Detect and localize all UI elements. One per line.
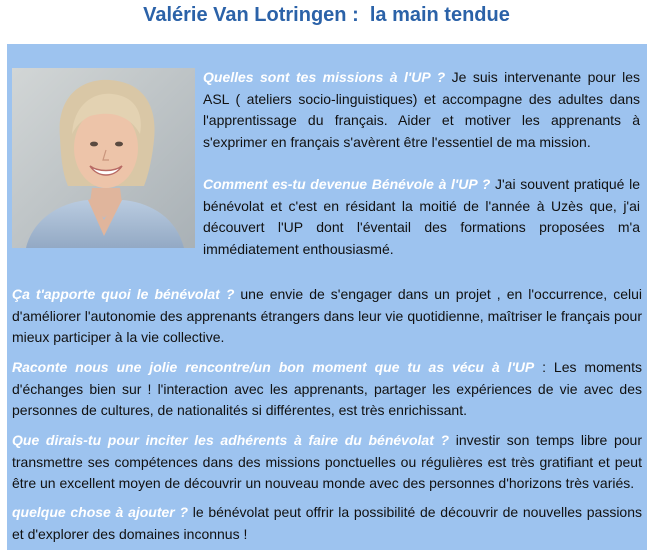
answer-missions: Je suis intervenante pour les ASL ( ateliers socio-linguistiques) et accompagne des adultes dans l'apprentissage du français. Aider et motiver les apprenants à s'exprimer en français s'avèrent être l'essentiel de ma mission. <box>203 69 640 150</box>
question-missions: Quelles sont tes missions à l'UP ? <box>203 69 446 85</box>
interview-item-apport-benevolat <box>12 284 642 349</box>
answer-inciter-adherents: investir son temps libre pour transmettre ses compétences dans des missions ponctuelles ou régulières est très gratifiant et peut être un excellent moyen de découvrir un nouveau monde avec des personnes d'horizons très variés. <box>12 432 642 491</box>
interview-item-inciter-adherents <box>12 430 642 495</box>
interview-panel <box>7 44 647 550</box>
portrait-photo <box>12 68 195 248</box>
answer-jolie-rencontre: : Les moments d'échanges bien sur ! l'interaction avec les apprenants, partager les expériences de vie avec des personnes de cultures, de nationalités si différentes, est très enrichissant. <box>12 359 642 418</box>
answer-devenue-benevole: J'ai souvent pratiqué le bénévolat et c'est en résidant la moitié de l'année à Uzès que, j'ai découvert l'UP dont l'éventail des formations proposées m'a immédiatement enthousiasmé. <box>203 176 640 257</box>
question-a-ajouter: quelque chose à ajouter ? <box>12 504 189 520</box>
interview-item-jolie-rencontre <box>12 357 642 422</box>
question-inciter-adherents: Que dirais-tu pour inciter les adhérents à faire du bénévolat ? <box>12 432 450 448</box>
question-devenue-benevole: Comment es-tu devenue Bénévole à l'UP ? <box>203 176 491 192</box>
question-jolie-rencontre: Raconte nous une jolie rencontre/un bon moment que tu as vécu à l'UP <box>12 359 535 375</box>
answer-apport-benevolat: une envie de s'engager dans un projet , en l'occurrence, celui d'améliorer l'autonomie des apprenants étrangers dans leur vie quotidienne, maîtriser le français pour mieux participer à la vie collective. <box>12 286 642 345</box>
answer-a-ajouter: le bénévolat peut offrir la possibilité de découvrir de nouvelles passions et d'explorer des domaines inconnus ! <box>12 504 642 542</box>
question-apport-benevolat: Ça t'apporte quoi le bénévolat ? <box>12 286 235 302</box>
interview-item-missions <box>203 67 640 153</box>
interview-item-devenue-benevole <box>203 174 640 260</box>
page-title: Valérie Van Lotringen : la main tendue <box>143 4 510 26</box>
portrait-illustration <box>12 68 195 248</box>
interview-item-a-ajouter <box>12 502 642 545</box>
